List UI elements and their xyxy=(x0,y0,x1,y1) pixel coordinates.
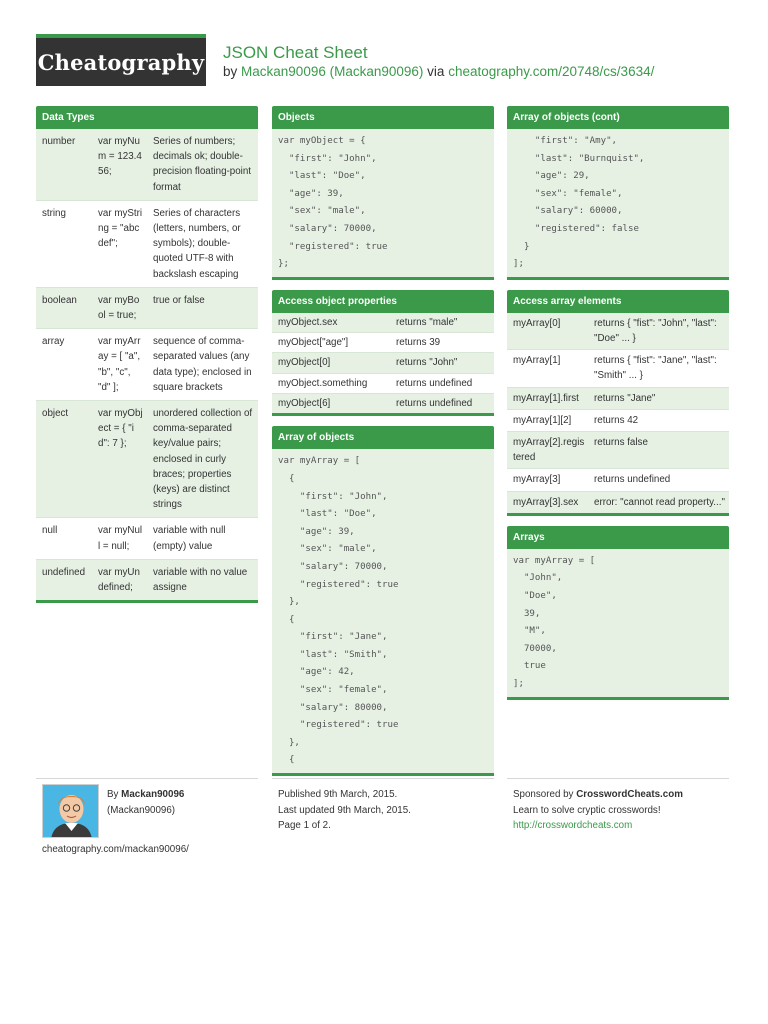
expression-cell: myArray[3] xyxy=(507,469,588,491)
expression-cell: myArray[3].sex xyxy=(507,491,588,513)
table-row xyxy=(507,313,729,350)
expression-cell: myObject.sex xyxy=(272,313,390,333)
cheatography-logo[interactable]: Cheatography xyxy=(36,38,206,86)
code-line: "salary": 60000, xyxy=(513,206,623,217)
table-row xyxy=(507,387,729,409)
code-block xyxy=(507,549,729,697)
expression-cell: myArray[1][2] xyxy=(507,409,588,431)
result-cell: returns "male" xyxy=(390,313,494,333)
footer-divider xyxy=(507,778,729,779)
code-line: "sex": "female", xyxy=(513,188,623,199)
code-line: "sex": "male", xyxy=(278,206,366,217)
code-line: "salary": 70000, xyxy=(278,223,377,234)
sponsor-tagline: Learn to solve cryptic crosswords! xyxy=(513,804,661,816)
code-line: "first": "Amy", xyxy=(513,136,618,146)
data-types-table xyxy=(36,129,258,600)
result-cell: returns "Jane" xyxy=(588,387,729,409)
type-cell: string xyxy=(36,200,92,287)
expression-cell: myObject["age"] xyxy=(272,333,390,353)
code-line: "registered": false xyxy=(513,223,639,234)
table-row xyxy=(507,350,729,387)
description-cell: variable with null (empty) value xyxy=(147,518,258,559)
code-line: "registered": true xyxy=(278,720,399,731)
table-row xyxy=(272,353,494,373)
page-number: Page 1 of 2. xyxy=(278,820,331,831)
code-block xyxy=(272,129,494,277)
expression-cell: myArray[0] xyxy=(507,313,588,350)
code-line: "registered": true xyxy=(278,241,388,252)
section-header: Arrays xyxy=(507,526,729,549)
code-line: 70000, xyxy=(513,643,557,654)
example-cell: var myBool = true; xyxy=(92,287,147,328)
code-line: "age": 42, xyxy=(278,667,355,678)
description-cell: unordered collection of comma-separated key/value pairs; enclosed in curly braces; properties (keys) are distinct strings xyxy=(147,401,258,518)
code-line: } xyxy=(513,241,530,252)
table-row xyxy=(272,313,494,333)
table-row xyxy=(507,491,729,513)
code-line: "John", xyxy=(513,573,563,584)
section-header: Data Types xyxy=(36,106,258,129)
example-cell: var myArray = [ "a", "b", "c", "d" ]; xyxy=(92,329,147,401)
type-cell: undefined xyxy=(36,559,92,600)
code-line: "first": "John", xyxy=(278,153,377,164)
description-cell: variable with no value assigne xyxy=(147,559,258,600)
table-row xyxy=(36,518,258,559)
footer-divider xyxy=(36,778,258,779)
section-header: Access object properties xyxy=(272,290,494,313)
access-object-table xyxy=(272,313,494,414)
result-cell: returns 39 xyxy=(390,333,494,353)
array-of-objects-section xyxy=(272,426,494,776)
result-cell: returns undefined xyxy=(588,469,729,491)
array-of-objects-cont-section xyxy=(507,106,729,280)
result-cell: returns 42 xyxy=(588,409,729,431)
result-cell: returns { "fist": "Jane", "last": "Smith" ... } xyxy=(588,350,729,387)
author-link[interactable]: Mackan90096 (Mackan90096) xyxy=(241,64,424,79)
code-line: "registered": true xyxy=(278,579,399,590)
result-cell: error: "cannot read property..." xyxy=(588,491,729,513)
expression-cell: myArray[1] xyxy=(507,350,588,387)
code-line: "sex": "female", xyxy=(278,685,388,696)
code-line: "salary": 80000, xyxy=(278,702,388,713)
example-cell: var myNum = 123.456; xyxy=(92,129,147,200)
table-row xyxy=(36,329,258,401)
expression-cell: myArray[1].first xyxy=(507,387,588,409)
byline-by: by xyxy=(223,64,238,79)
type-cell: object xyxy=(36,401,92,518)
code-line: var myArray = [ xyxy=(278,456,361,467)
code-line: "last": "Doe", xyxy=(278,171,366,182)
updated-date: Last updated 9th March, 2015. xyxy=(278,804,411,816)
type-cell: array xyxy=(36,329,92,401)
table-row xyxy=(36,129,258,200)
code-line: { xyxy=(278,473,295,484)
section-header: Array of objects (cont) xyxy=(507,106,729,129)
footer-publish-info xyxy=(278,787,411,834)
code-line: "last": "Smith", xyxy=(278,649,388,660)
table-row xyxy=(36,200,258,287)
code-line: ]; xyxy=(513,678,524,689)
example-cell: var myNull = null; xyxy=(92,518,147,559)
access-array-table xyxy=(507,313,729,513)
code-line: "age": 29, xyxy=(513,171,590,182)
code-line: "first": "Jane", xyxy=(278,632,388,643)
result-cell: returns undefined xyxy=(390,373,494,393)
sponsor-link[interactable]: http://crosswordcheats.com xyxy=(513,820,633,831)
expression-cell: myObject.something xyxy=(272,373,390,393)
result-cell: returns "John" xyxy=(390,353,494,373)
access-array-section xyxy=(507,290,729,516)
example-cell: var myUndefined; xyxy=(92,559,147,600)
type-cell: number xyxy=(36,129,92,200)
table-row xyxy=(507,469,729,491)
code-line: var myObject = { xyxy=(278,136,366,146)
footer-author-handle: (Mackan90096) xyxy=(107,804,176,816)
result-cell: returns false xyxy=(588,431,729,468)
byline xyxy=(223,64,654,79)
sponsored-by-label: Sponsored by xyxy=(513,789,574,800)
code-block xyxy=(272,449,494,773)
code-line: "age": 39, xyxy=(278,526,355,537)
sponsor-name[interactable]: CrosswordCheats.com xyxy=(576,789,683,800)
author-avatar[interactable] xyxy=(42,784,99,838)
table-row xyxy=(272,373,494,393)
result-cell: returns { "fist": "John", "last": "Doe" ... } xyxy=(588,313,729,350)
table-row xyxy=(36,559,258,600)
table-row xyxy=(272,393,494,413)
code-line: "sex": "male", xyxy=(278,544,377,555)
code-line: "salary": 70000, xyxy=(278,561,388,572)
access-object-section xyxy=(272,290,494,417)
expression-cell: myObject[0] xyxy=(272,353,390,373)
code-line: ]; xyxy=(513,259,524,270)
footer-by: By xyxy=(107,789,119,800)
description-cell: Series of characters (letters, numbers, or symbols); double-quoted UTF-8 with backslash escaping xyxy=(147,200,258,287)
type-cell: boolean xyxy=(36,287,92,328)
code-line: "first": "John", xyxy=(278,491,388,502)
code-line: 39, xyxy=(513,608,541,619)
table-row xyxy=(272,333,494,353)
section-header: Access array elements xyxy=(507,290,729,313)
code-line: { xyxy=(278,755,295,766)
code-line: var myArray = [ xyxy=(513,555,596,566)
code-line: "M", xyxy=(513,626,546,637)
published-date: Published 9th March, 2015. xyxy=(278,789,398,800)
data-types-section xyxy=(36,106,258,603)
code-line: "last": "Doe", xyxy=(278,509,377,520)
code-line: "Doe", xyxy=(513,590,557,601)
section-header: Objects xyxy=(272,106,494,129)
avatar-illustration xyxy=(43,785,99,838)
code-line: }, xyxy=(278,737,300,748)
objects-section xyxy=(272,106,494,280)
expression-cell: myArray[2].registered xyxy=(507,431,588,468)
code-block xyxy=(507,129,729,277)
result-cell: returns undefined xyxy=(390,393,494,413)
footer-author-block xyxy=(107,787,184,818)
column-1 xyxy=(36,106,258,613)
sheet-url-link[interactable]: cheatography.com/20748/cs/3634/ xyxy=(448,64,655,79)
byline-via: via xyxy=(427,64,445,79)
page-title: JSON Cheat Sheet xyxy=(223,43,368,62)
type-cell: null xyxy=(36,518,92,559)
arrays-section xyxy=(507,526,729,700)
code-line: { xyxy=(278,614,295,625)
footer-author-name[interactable]: Mackan90096 xyxy=(121,789,185,800)
description-cell: Series of numbers; decimals ok; double-precision floating-point format xyxy=(147,129,258,200)
table-row xyxy=(507,409,729,431)
footer-sponsor xyxy=(513,787,683,834)
description-cell: sequence of comma-separated values (any data type); enclosed in square brackets xyxy=(147,329,258,401)
table-row xyxy=(507,431,729,468)
description-cell: true or false xyxy=(147,287,258,328)
footer-divider xyxy=(272,778,494,779)
table-row xyxy=(36,287,258,328)
author-profile-link[interactable]: cheatography.com/mackan90096/ xyxy=(42,844,189,855)
code-line: }; xyxy=(278,259,289,270)
example-cell: var myObject = { "id": 7 }; xyxy=(92,401,147,518)
table-row xyxy=(36,401,258,518)
code-line: }, xyxy=(278,597,300,608)
code-line: "last": "Burnquist", xyxy=(513,153,645,164)
column-3 xyxy=(507,106,729,710)
code-line: true xyxy=(513,661,546,672)
example-cell: var myString = "abcdef"; xyxy=(92,200,147,287)
code-line: "age": 39, xyxy=(278,188,344,199)
expression-cell: myObject[6] xyxy=(272,393,390,413)
column-2 xyxy=(272,106,494,786)
section-header: Array of objects xyxy=(272,426,494,449)
